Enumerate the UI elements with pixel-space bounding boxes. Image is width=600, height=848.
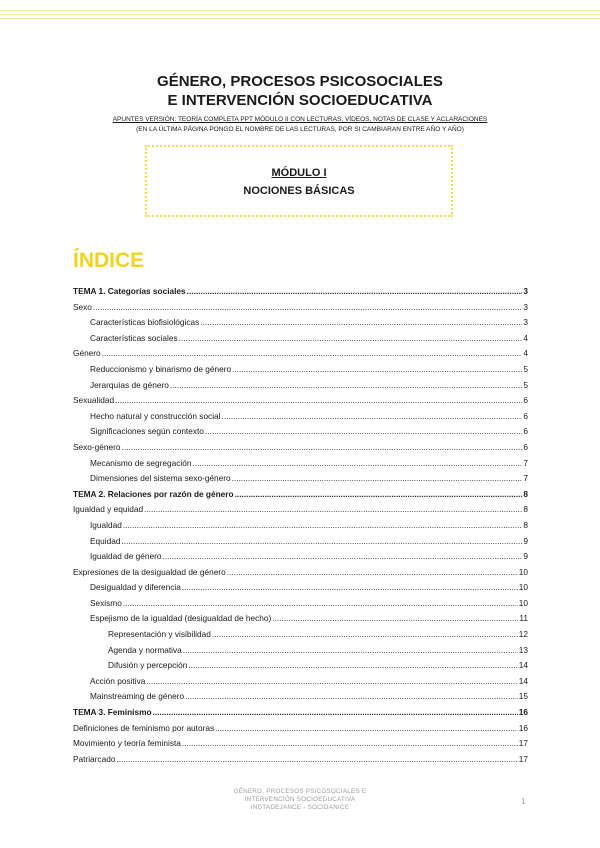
toc-entry-title: Características sociales bbox=[90, 332, 178, 343]
toc-entry-title: Patriarcado bbox=[73, 753, 116, 764]
toc-entry[interactable] bbox=[73, 380, 528, 396]
toc-entry-page: 10 bbox=[518, 582, 528, 593]
toc-entry-title: Desigualdad y diferencia bbox=[90, 582, 181, 593]
toc-leader-dots bbox=[123, 598, 518, 608]
toc-entry[interactable] bbox=[73, 723, 528, 739]
toc-leader-dots bbox=[182, 738, 518, 748]
top-decorative-rule bbox=[0, 10, 600, 30]
toc-leader-dots bbox=[115, 395, 522, 405]
toc-entry-title: Espejismo de la igualdad (desigualdad de hecho) bbox=[90, 613, 272, 624]
toc-entry-title: Difusión y percepción bbox=[108, 660, 188, 671]
toc-leader-dots bbox=[187, 286, 523, 296]
toc-leader-dots bbox=[102, 348, 523, 358]
toc-entry-page: 6 bbox=[523, 395, 528, 406]
toc-entry-page: 6 bbox=[523, 426, 528, 437]
toc-entry-page: 10 bbox=[518, 566, 528, 577]
toc-entry[interactable] bbox=[73, 458, 528, 474]
toc-leader-dots bbox=[212, 629, 518, 639]
toc-entry[interactable] bbox=[73, 660, 528, 676]
toc-entry-page: 12 bbox=[518, 629, 528, 640]
toc-entry-page: 14 bbox=[518, 660, 528, 671]
toc-leader-dots bbox=[93, 302, 522, 312]
toc-leader-dots bbox=[235, 489, 523, 499]
toc-entry[interactable] bbox=[73, 676, 528, 692]
toc-entry-page: 10 bbox=[518, 597, 528, 608]
toc-entry-title: Sexismo bbox=[90, 597, 122, 608]
toc-entry[interactable] bbox=[73, 645, 528, 661]
toc-entry-title: Características biofisiológicas bbox=[90, 317, 200, 328]
toc-leader-dots bbox=[188, 660, 517, 670]
toc-entry-title: Igualdad bbox=[90, 519, 122, 530]
toc-entry-title: Representación y visibilidad bbox=[108, 629, 211, 640]
module-name: NOCIONES BÁSICAS bbox=[243, 185, 355, 197]
toc-entry[interactable] bbox=[73, 348, 528, 364]
toc-entry-page: 11 bbox=[519, 613, 528, 624]
toc-entry-title: Hecho natural y construcción social bbox=[90, 410, 221, 421]
toc-leader-dots bbox=[185, 691, 518, 701]
toc-entry-page: 14 bbox=[518, 675, 528, 686]
toc-leader-dots bbox=[153, 707, 518, 717]
toc-leader-dots bbox=[122, 442, 523, 452]
toc-entry[interactable] bbox=[73, 333, 528, 349]
toc-entry[interactable] bbox=[73, 598, 528, 614]
toc-entry-page: 17 bbox=[518, 753, 528, 764]
toc-entry[interactable] bbox=[73, 504, 528, 520]
toc-entry-title: Equidad bbox=[90, 535, 121, 546]
toc-entry-title: TEMA 2. Relaciones por razón de género bbox=[73, 488, 234, 499]
toc-entry[interactable] bbox=[73, 567, 528, 583]
toc-entry-title: Movimiento y teoría feminista bbox=[73, 738, 181, 749]
toc-entry[interactable] bbox=[73, 691, 528, 707]
toc-leader-dots bbox=[215, 723, 518, 733]
toc-entry[interactable] bbox=[73, 629, 528, 645]
document-note: (EN LA ÚLTIMA PÁGINA PONGO EL NOMBRE DE LAS LECTURAS, POR SI CAMBIARAN ENTRE AÑO Y AÑO) bbox=[136, 126, 464, 133]
toc-entry-title: Sexo-género bbox=[73, 441, 121, 452]
toc-entry[interactable] bbox=[73, 738, 528, 754]
index-heading: ÍNDICE bbox=[73, 249, 145, 272]
toc-entry-page: 5 bbox=[523, 363, 528, 374]
toc-entry-title: Jerarquías de género bbox=[90, 379, 169, 390]
page-footer bbox=[0, 788, 600, 812]
toc-leader-dots bbox=[170, 380, 523, 390]
document-title-line2: E INTERVENCIÓN SOCIOEDUCATIVA bbox=[167, 92, 433, 109]
toc-entry-page: 7 bbox=[523, 457, 528, 468]
toc-leader-dots bbox=[146, 676, 517, 686]
toc-entry-page: 3 bbox=[523, 286, 528, 296]
toc-entry-title: Significaciones según contexto bbox=[90, 426, 204, 437]
toc-entry-page: 9 bbox=[523, 535, 528, 546]
toc-entry-title: Sexualidad bbox=[73, 395, 115, 406]
toc-entry[interactable] bbox=[73, 536, 528, 552]
toc-entry-title: Igualdad de género bbox=[90, 551, 162, 562]
toc-leader-dots bbox=[222, 411, 523, 421]
toc-entry-title: Agenda y normativa bbox=[108, 644, 182, 655]
toc-entry-page: 13 bbox=[518, 644, 528, 655]
toc-entry[interactable] bbox=[73, 489, 528, 505]
toc-entry-title: Mecanismo de segregación bbox=[90, 457, 192, 468]
toc-leader-dots bbox=[163, 551, 523, 561]
toc-entry-title: Igualdad y equidad bbox=[73, 504, 144, 515]
toc-entry-page: 7 bbox=[523, 473, 528, 484]
toc-entry-page: 4 bbox=[523, 348, 528, 359]
toc-entry[interactable] bbox=[73, 707, 528, 723]
toc-entry-title: Reduccionismo y binarismo de género bbox=[90, 363, 232, 374]
toc-entry-title: TEMA 1. Categorías sociales bbox=[73, 286, 186, 296]
toc-entry-title: TEMA 3. Feminismo bbox=[73, 707, 152, 718]
toc-entry-page: 3 bbox=[523, 317, 528, 328]
toc-entry[interactable] bbox=[73, 442, 528, 458]
toc-leader-dots bbox=[232, 473, 523, 483]
toc-entry-title: Mainstreaming de género bbox=[90, 691, 185, 702]
toc-entry[interactable] bbox=[73, 613, 528, 629]
toc-entry[interactable] bbox=[73, 754, 528, 770]
toc-leader-dots bbox=[183, 645, 518, 655]
toc-leader-dots bbox=[144, 504, 522, 514]
toc-leader-dots bbox=[192, 458, 522, 468]
toc-entry-page: 8 bbox=[523, 504, 528, 515]
toc-entry-page: 6 bbox=[523, 410, 528, 421]
toc-leader-dots bbox=[179, 333, 523, 343]
toc-entry-page: 15 bbox=[518, 691, 528, 702]
toc-entry-title: Dimensiones del sistema sexo-género bbox=[90, 473, 231, 484]
toc-entry[interactable] bbox=[73, 551, 528, 567]
toc-entry-page: 3 bbox=[523, 301, 528, 312]
toc-entry[interactable] bbox=[73, 395, 528, 411]
toc-entry[interactable] bbox=[73, 286, 528, 302]
toc-entry-title: Sexo bbox=[73, 301, 92, 312]
footer-line3: INDTADEJANCE - SOCIDANICE bbox=[250, 804, 350, 811]
toc-leader-dots bbox=[205, 426, 522, 436]
toc-entry-page: 8 bbox=[523, 488, 528, 499]
toc-entry-page: 17 bbox=[518, 738, 528, 749]
footer-line2: INTERVENCIÓN SOCIOEDUCATIVA bbox=[244, 796, 356, 803]
toc-entry[interactable] bbox=[73, 302, 528, 318]
toc-leader-dots bbox=[116, 754, 517, 764]
document-title-line1: GÉNERO, PROCESOS PSICOSOCIALES bbox=[157, 73, 443, 90]
toc-entry-page: 6 bbox=[523, 441, 528, 452]
table-of-contents bbox=[73, 286, 528, 769]
toc-leader-dots bbox=[123, 520, 523, 530]
document-header bbox=[0, 72, 600, 133]
page-number: 1 bbox=[521, 797, 526, 806]
toc-entry-page: 5 bbox=[523, 379, 528, 390]
toc-entry[interactable] bbox=[73, 426, 528, 442]
toc-entry[interactable] bbox=[73, 317, 528, 333]
toc-entry[interactable] bbox=[73, 411, 528, 427]
document-subtitle: APUNTES VERSIÓN: TEORÍA COMPLETA PPT MÓDULO II CON LECTURAS, VÍDEOS, NOTAS DE CLASE Y ACLARACIONES bbox=[112, 116, 488, 123]
toc-entry[interactable] bbox=[73, 364, 528, 380]
toc-entry-page: 8 bbox=[523, 519, 528, 530]
toc-leader-dots bbox=[272, 613, 518, 623]
toc-entry-title: Género bbox=[73, 348, 101, 359]
toc-leader-dots bbox=[200, 317, 522, 327]
toc-entry-page: 16 bbox=[518, 722, 528, 733]
toc-leader-dots bbox=[227, 567, 518, 577]
toc-entry[interactable] bbox=[73, 473, 528, 489]
toc-leader-dots bbox=[182, 582, 518, 592]
module-box bbox=[145, 145, 453, 217]
toc-entry[interactable] bbox=[73, 520, 528, 536]
footer-line1: GÉNERO, PROCESOS PSICOSOCIALES E bbox=[233, 788, 367, 795]
toc-entry-page: 4 bbox=[523, 332, 528, 343]
toc-entry-page: 9 bbox=[523, 551, 528, 562]
toc-entry-title: Acción positiva bbox=[90, 675, 146, 686]
toc-leader-dots bbox=[121, 536, 522, 546]
toc-entry-title: Definiciones de feminismo por autoras bbox=[73, 722, 215, 733]
module-label: MÓDULO I bbox=[271, 167, 327, 179]
toc-entry-title: Expresiones de la desigualdad de género bbox=[73, 566, 226, 577]
toc-leader-dots bbox=[232, 364, 522, 374]
toc-entry-page: 16 bbox=[518, 707, 528, 718]
toc-entry[interactable] bbox=[73, 582, 528, 598]
